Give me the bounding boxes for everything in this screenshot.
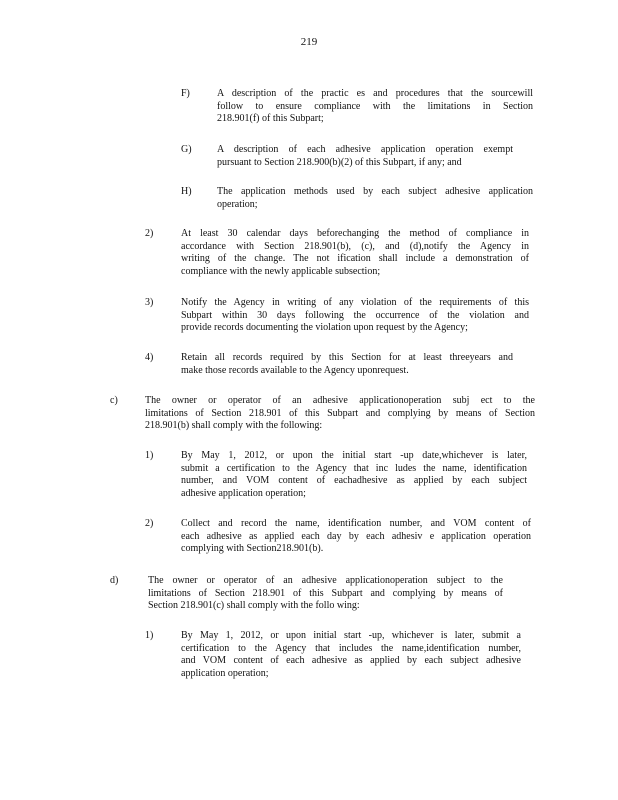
list-item-text-line: Retain all records required by this Section for at least threeyears and <box>181 352 513 363</box>
list-item-text-line: submit a certification to the Agency that inc ludes the name, identification <box>181 462 527 474</box>
list-item-text-line: limitations of Section 218.901 of this Subpart and complying by means of Section <box>145 407 535 419</box>
list-item-text-line: The application methods used by each subject adhesive application <box>217 186 533 197</box>
list-item-text-line: operation; <box>217 198 258 210</box>
list-item-text-line: The owner or operator of an adhesive applicationoperation subject to the <box>148 575 503 586</box>
list-item-text-line: certification to the Agency that includes the name,identification number, <box>181 642 521 654</box>
list-item-marker: 1) <box>145 450 154 461</box>
list-item-text-line: number, and VOM content of eachadhesive as applied by each subject <box>181 475 527 486</box>
list-item-text-line: provide records documenting the violation upon request by the Agency; <box>181 322 468 333</box>
list-item-text-line: application operation; <box>181 667 269 679</box>
list-item-text-line: At least 30 calendar days beforechanging the method of compliance in <box>181 228 529 239</box>
list-item-text-line: By May 1, 2012, or upon initial start -up, whichever is later, submit a <box>181 630 521 641</box>
list-item-text-line: 218.901(b) shall comply with the following: <box>145 420 323 431</box>
list-item-text-line: adhesive application operation; <box>181 487 306 499</box>
list-item-marker: 2) <box>145 228 154 239</box>
list-item-marker: c) <box>110 395 118 406</box>
list-item-marker: H) <box>181 186 192 197</box>
list-item-marker: 3) <box>145 297 154 308</box>
list-item-marker: G) <box>181 144 192 155</box>
page-number: 219 <box>300 36 318 48</box>
list-item-text-line: A description of the practic es and procedures that the sourcewill <box>217 88 533 99</box>
list-item-marker: F) <box>181 88 190 99</box>
list-item-text-line: Subpart within 30 days following the occurrence of the violation and <box>181 309 529 321</box>
list-item-marker: 4) <box>145 352 154 363</box>
list-item-marker: d) <box>110 575 119 586</box>
list-item-text-line: 218.901(f) of this Subpart; <box>217 113 324 124</box>
list-item-text-line: limitations of Section 218.901 of this Subpart and complying by means of <box>148 587 503 599</box>
list-item-marker: 1) <box>145 630 154 641</box>
list-item-text-line: writing of the change. The not ification shall include a demonstration of <box>181 253 529 264</box>
list-item-marker: 2) <box>145 518 154 529</box>
list-item-text-line: make those records available to the Agency uponrequest. <box>181 364 409 376</box>
list-item-text-line: Collect and record the name, identification number, and VOM content of <box>181 518 531 529</box>
list-item-text-line: A description of each adhesive application operation exempt <box>217 144 513 155</box>
list-item-text-line: each adhesive as applied each day by each adhesiv e application operation <box>181 530 531 542</box>
list-item-text-line: Notify the Agency in writing of any violation of the requirements of this <box>181 297 529 308</box>
list-item-text-line: accordance with Section 218.901(b), (c), and (d),notify the Agency in <box>181 240 529 252</box>
list-item-text-line: and VOM content of each adhesive as applied by each subject adhesive <box>181 655 521 666</box>
list-item-text-line: compliance with the newly applicable subsection; <box>181 265 381 277</box>
list-item-text-line: complying with Section218.901(b). <box>181 543 324 554</box>
list-item-text-line: pursuant to Section 218.900(b)(2) of this Subpart, if any; and <box>217 156 462 168</box>
list-item-text-line: Section 218.901(c) shall comply with the follo wing: <box>148 600 360 611</box>
list-item-text-line: follow to ensure compliance with the limitations in Section <box>217 100 533 112</box>
list-item-text-line: The owner or operator of an adhesive applicationoperation subj ect to the <box>145 395 535 406</box>
list-item-text-line: By May 1, 2012, or upon the initial start -up date,whichever is later, <box>181 450 527 461</box>
